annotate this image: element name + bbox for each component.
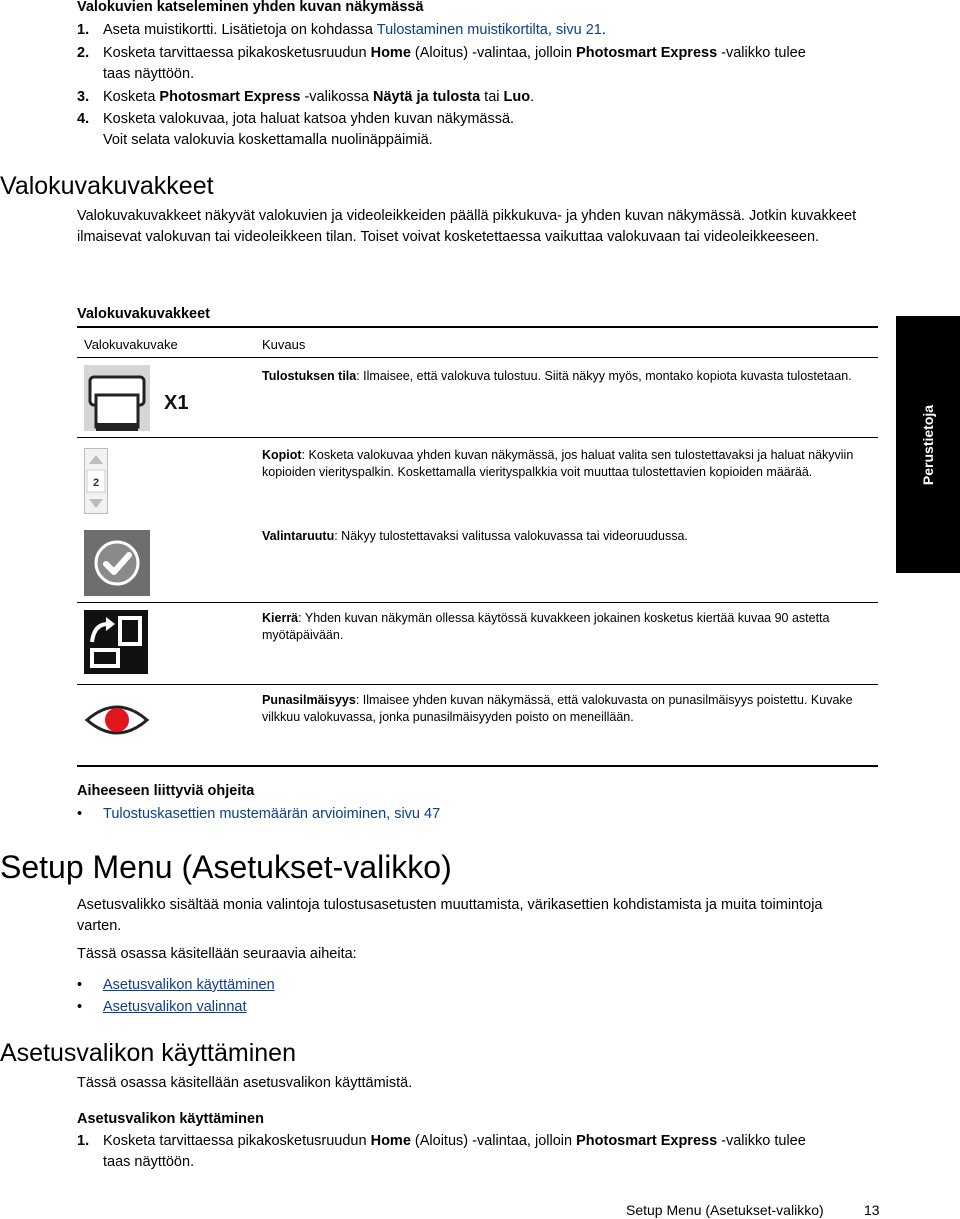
row-divider — [77, 602, 878, 603]
footer-page-number: 13 — [864, 1202, 880, 1218]
row-rotate-desc: Kierrä: Yhden kuvan näkymän ollessa käytössä kuvakkeen jokainen kosketus kiertää kuvaa 90 astetta myötäpäivään. — [262, 611, 830, 642]
setup-menu-heading: Setup Menu (Asetukset-valikko) — [0, 849, 452, 885]
print-copies-count: X1 — [164, 392, 189, 414]
icons-section-heading: Valokuvakuvakkeet — [0, 172, 214, 200]
table-bottom-rule — [77, 765, 878, 767]
view-section-heading: Valokuvien katseleminen yhden kuvan näkymässä — [77, 0, 424, 15]
related-link-item: • Tulostuskasettien mustemäärän arvioiminen, sivu 47 — [77, 806, 441, 822]
rotate-icon — [84, 610, 148, 674]
table-header-rule — [77, 357, 878, 358]
link-memory-card-printing[interactable]: Tulostaminen muistikortilta, sivu 21 — [376, 22, 602, 38]
row-red-eye-desc: Punasilmäisyys: Ilmaisee yhden kuvan näkymässä, että valokuvasta on punasilmäisyys poistettu. Kuvake vilkkuu valokuvassa, jonka punasilmäisyyden poisto on meneillään. — [262, 693, 853, 724]
table-title: Valokuvakuvakkeet — [77, 306, 211, 322]
table-top-rule — [77, 326, 878, 328]
use-setup-heading: Asetusvalikon käyttäminen — [0, 1039, 296, 1067]
table-header-description: Kuvaus — [262, 337, 306, 352]
copies-scrollbar-icon — [84, 448, 108, 514]
step-2: 2. Kosketa tarvittaessa pikakosketusruudun Home (Aloitus) -valintaa, jolloin Photosmart Express -valikko tulee taas näyttöön. — [77, 45, 806, 82]
use-setup-intro: Tässä osassa käsitellään asetusvalikon käyttämistä. — [77, 1075, 413, 1091]
row-print-status-desc: Tulostuksen tila: Ilmaisee, että valokuva tulostuu. Siitä näkyy myös, montako kopiota kuvasta tulostetaan. — [262, 369, 852, 383]
side-tab-perustietoja: Perustietoja — [896, 316, 960, 573]
row-divider — [77, 437, 878, 438]
icons-section-body: Valokuvakuvakkeet näkyvät valokuvien ja videoleikkeiden päällä pikkukuva- ja yhden kuvan näkymässä. Jotkin kuvakkeet ilmaisevat valokuvan tai videoleikkeen tilan. Toiset voivat kosketettaessa vaikuttaa valokuvaan tai videoleikkeeseen. — [77, 208, 857, 245]
print-status-icon — [84, 365, 190, 431]
step-3: 3. Kosketa Photosmart Express -valikossa Näytä ja tulosta tai Luo. — [77, 89, 535, 105]
topic-item: • Asetusvalikon valinnat — [77, 999, 247, 1015]
related-heading: Aiheeseen liittyviä ohjeita — [77, 783, 255, 799]
step-4: 4. Kosketa valokuvaa, jota haluat katsoa yhden kuvan näkymässä. Voit selata valokuvia koskettamalla nuolinäppäimiä. — [77, 111, 515, 148]
red-eye-icon — [84, 700, 150, 740]
row-divider — [77, 684, 878, 685]
footer-title: Setup Menu (Asetukset-valikko) — [626, 1202, 824, 1218]
row-check-box-desc: Valintaruutu: Näkyy tulostettavaksi valitussa valokuvassa tai videoruudussa. — [262, 529, 688, 543]
use-step-1: 1. Kosketa tarvittaessa pikakosketusruudun Home (Aloitus) -valintaa, jolloin Photosmart Express -valikko tulee taas näyttöön. — [77, 1133, 806, 1170]
table-header-icon: Valokuvakuvake — [84, 337, 178, 352]
link-using-setup-menu[interactable]: Asetusvalikon käyttäminen — [103, 977, 275, 993]
row-copies-desc: Kopiot: Kosketa valokuvaa yhden kuvan näkymässä, jos haluat valita sen tulostettavaksi ja haluat näkyviin kopioiden vierityspalkin. Koskettamalla vierityspalkkia voit muuttaa tulostettavien kopioiden määrää. — [262, 448, 854, 479]
link-setup-menu-options[interactable]: Asetusvalikon valinnat — [103, 999, 247, 1015]
check-box-icon — [84, 530, 150, 596]
setup-menu-body: Asetusvalikko sisältää monia valintoja tulostusasetusten muuttamista, värikasettien kohdistamista ja muita toimintoja varten. — [77, 897, 823, 934]
use-setup-subheading: Asetusvalikon käyttäminen — [77, 1111, 264, 1127]
topics-intro: Tässä osassa käsitellään seuraavia aiheita: — [77, 946, 357, 962]
copies-count: 2 — [92, 477, 100, 489]
topic-item: • Asetusvalikon käyttäminen — [77, 977, 275, 993]
step-1: 1. Aseta muistikortti. Lisätietoja on kohdassa Tulostaminen muistikortilta, sivu 21. — [77, 22, 606, 38]
link-ink-levels[interactable]: Tulostuskasettien mustemäärän arvioiminen, sivu 47 — [103, 806, 441, 822]
